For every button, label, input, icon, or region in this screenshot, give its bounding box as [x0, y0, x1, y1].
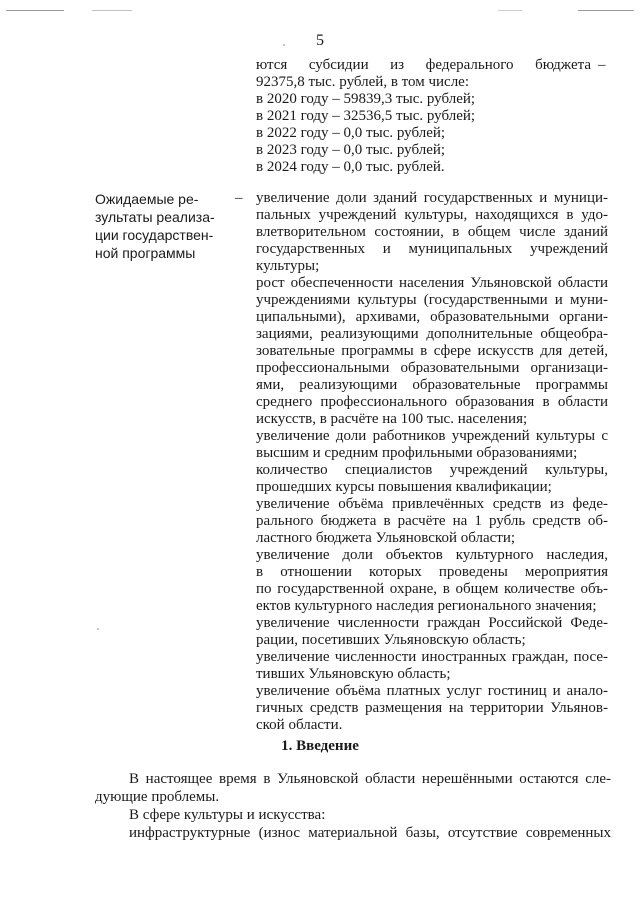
- result-line: количество специалистов учреждений культуры,: [256, 462, 608, 478]
- result-line: культуры;: [256, 258, 320, 274]
- result-line: ципальными), архивами, образовательными органи-: [256, 309, 608, 325]
- scan-mark: [578, 10, 634, 11]
- result-line: искусств, в расчёте на 100 тыс. населения;: [256, 411, 528, 427]
- result-line: прошедших курсы повышения квалификации;: [256, 479, 552, 495]
- funding-line: в 2021 году – 32536,5 тыс. рублей;: [256, 108, 476, 124]
- expected-results-label: [95, 190, 227, 262]
- result-line: рост обеспеченности населения Ульяновской области: [256, 275, 608, 291]
- result-line: высшим и средним профильными образованиями;: [256, 445, 578, 461]
- result-line: ской области.: [256, 717, 343, 733]
- result-line: увеличение численности иностранных граждан, посе-: [256, 649, 608, 665]
- result-line: зациями, реализующими дополнительные общеобра-: [256, 326, 608, 342]
- intro-paragraph: [129, 806, 325, 824]
- funding-line: ются субсидии из федерального бюджета: [256, 57, 591, 73]
- result-line: среднего профессионального образования в области: [256, 394, 608, 410]
- page-number: 5: [316, 32, 324, 49]
- result-line: в отношении которых проведены мероприятия: [256, 564, 608, 580]
- funding-line: в 2024 году – 0,0 тыс. рублей.: [256, 159, 445, 175]
- result-line: ями, реализующими образовательные программы: [256, 377, 608, 393]
- result-line: увеличение объёма платных услуг гостиниц и анало-: [256, 683, 608, 699]
- result-line: государственных и муниципальных учреждений: [256, 241, 608, 257]
- intro-paragraph: [129, 824, 611, 842]
- result-line: влетворительном состоянии, в общем числе зданий: [256, 224, 608, 240]
- intro-line: дующие проблемы.: [95, 789, 220, 805]
- scan-dot: [97, 628, 99, 630]
- result-line: рации, посетивших Ульяновскую область;: [256, 632, 526, 648]
- intro-paragraph: [95, 770, 611, 806]
- result-line: профессиональными образовательными организаци-: [256, 360, 608, 376]
- result-line: зовательные программы в сфере искусств для детей,: [256, 343, 608, 359]
- label-line: ной программы: [95, 245, 196, 261]
- result-line: рального бюджета в расчёте на 1 рубль средств об-: [256, 513, 608, 529]
- result-line: гичных средств размещения на территории Ульянов-: [256, 700, 608, 716]
- section-heading: 1. Введение: [281, 738, 359, 754]
- scan-mark: [6, 10, 64, 11]
- intro-line: инфраструктурные (износ материальной базы, отсутствие современных: [129, 825, 611, 841]
- result-line: учреждениями культуры (государственными и муни-: [256, 292, 608, 308]
- intro-line: В сфере культуры и искусства:: [129, 807, 326, 823]
- funding-line: в 2020 году – 59839,3 тыс. рублей;: [256, 91, 476, 107]
- funding-line: в 2023 году – 0,0 тыс. рублей;: [256, 142, 446, 158]
- scan-mark: [92, 10, 132, 11]
- result-line: увеличение доли зданий государственных и муници-: [256, 190, 608, 206]
- scan-mark: [498, 10, 522, 11]
- result-line: увеличение доли объектов культурного наследия,: [256, 547, 608, 563]
- funding-line: 92375,8 тыс. рублей, в том числе:: [256, 74, 470, 90]
- label-line: ции государствен-: [95, 227, 214, 243]
- funding-block: [256, 57, 608, 176]
- label-line: Ожидаемые ре-: [95, 191, 199, 207]
- scan-dot: [283, 44, 285, 46]
- funding-line: в 2022 году – 0,0 тыс. рублей;: [256, 125, 446, 141]
- result-line: увеличение численности граждан Российской Феде-: [256, 615, 608, 631]
- result-line: ластного бюджета Ульяновской области;: [256, 530, 516, 546]
- result-line: увеличение доли работников учреждений культуры с: [256, 428, 608, 444]
- label-line: зультаты реализа-: [95, 209, 215, 225]
- result-line: увеличение объёма привлечённых средств из феде-: [256, 496, 608, 512]
- label-dash: –: [235, 190, 243, 206]
- result-line: пальных учреждений культуры, находящихся в удо-: [256, 207, 608, 223]
- intro-line: В настоящее время в Ульяновской области нерешёнными остаются сле-: [129, 771, 611, 787]
- result-line: тивших Ульяновскую область;: [256, 666, 451, 682]
- result-line: по государственной охране, в общем количестве объ-: [256, 581, 608, 597]
- expected-results-text: [256, 190, 608, 734]
- result-line: ектов культурного наследия регионального значения;: [256, 598, 597, 614]
- funding-trailing-dash: –: [598, 57, 606, 73]
